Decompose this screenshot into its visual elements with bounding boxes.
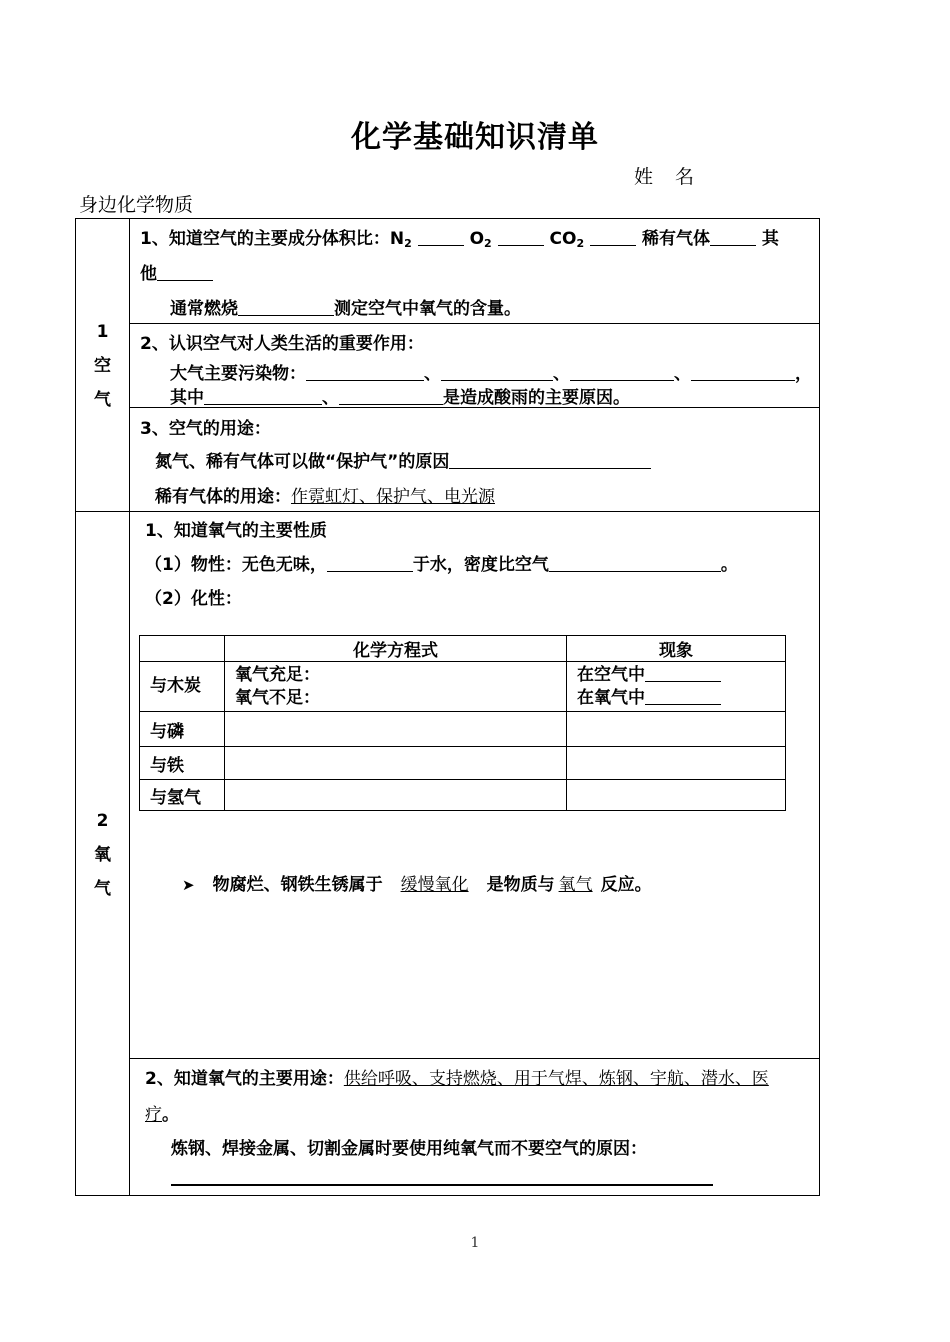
phenomenon-cell[interactable] [567, 780, 786, 811]
page-title: 化学基础知识清单 [351, 120, 599, 155]
page-number: 1 [470, 1235, 480, 1251]
row-label: 与木炭 [140, 662, 225, 712]
oxygen-q2: 2、知道氧气的主要用途：供给呼吸、支持燃烧、用于气焊、炼钢、宇航、潜水、医 [145, 1069, 769, 1089]
answer-rare-gas-uses: 作霓虹灯、保护气、电光源 [291, 487, 495, 507]
equation-cell[interactable] [225, 712, 567, 747]
column-divider [129, 218, 130, 1196]
row-divider [129, 1058, 820, 1059]
arrow-bullet-icon: ➤ [182, 876, 195, 894]
air-q1: 1、知道空气的主要成分体积比：$N_2$ $O_2$ $CO_2$ 稀有气体 其 [140, 229, 779, 250]
air-q3-line1: 氮气、稀有气体可以做“保护气”的原因 [155, 447, 651, 472]
air-q1-cont: 他 [140, 259, 213, 284]
air-q3-line2: 稀有气体的用途：作霓虹灯、保护气、电光源 [155, 487, 495, 507]
oxygen-q1: 1、知道氧气的主要性质 [145, 521, 327, 541]
answer-blank-line[interactable] [171, 1184, 713, 1186]
oxygen-q2-cont: 疗。 [145, 1105, 179, 1125]
phenomenon-cell[interactable] [567, 712, 786, 747]
oxygen-q2-line3: 炼钢、焊接金属、切割金属时要使用纯氧气而不要空气的原因： [171, 1139, 647, 1159]
table-row [140, 662, 786, 712]
answer-slow-oxidation: 缓慢氧化 [400, 875, 469, 895]
equation-cell[interactable] [225, 780, 567, 811]
section-title: 身边化学物质 [79, 194, 194, 216]
table-header [140, 636, 225, 662]
table-row [140, 712, 786, 747]
air-q1-line2: 通常燃烧 测定空气中氧气的含量。 [170, 299, 521, 319]
phenomenon-cell[interactable] [567, 747, 786, 780]
section-label-oxygen: 2 氧 气 [94, 811, 111, 899]
air-q2: 2、认识空气对人类生活的重要作用： [140, 334, 424, 354]
section-label-air: 1 空 气 [94, 322, 111, 410]
table-header: 现象 [567, 636, 786, 662]
table-row [140, 747, 786, 780]
oxidation-note: ➤ 物腐烂、钢铁生锈属于 缓慢氧化 是物质与 氧气 反应。 [182, 875, 652, 895]
row-label: 与铁 [140, 747, 225, 780]
name-label: 姓 名 [634, 166, 695, 188]
answer-oxygen-uses: 供给呼吸、支持燃烧、用于气焊、炼钢、宇航、潜水、医 [343, 1069, 769, 1089]
oxygen-physical: （1）物性：无色无味， 于水，密度比空气 。 [145, 555, 738, 575]
section-divider [75, 511, 820, 512]
air-q2-line1: 大气主要污染物： 、 、 、 ， [170, 364, 812, 384]
oxygen-chemical: （2）化性： [145, 589, 242, 609]
equation-cell[interactable]: 氧气充足： 氧气不足： [225, 662, 567, 712]
phenomenon-cell[interactable]: 在空气中 在氧气中 [567, 662, 786, 712]
row-label: 与氢气 [140, 780, 225, 811]
answer-oxygen: 氧气 [558, 875, 593, 895]
reaction-table [139, 635, 786, 811]
equation-cell[interactable] [225, 747, 567, 780]
row-label: 与磷 [140, 712, 225, 747]
row-divider [129, 323, 820, 324]
table-header-row [140, 636, 786, 662]
air-q3: 3、空气的用途： [140, 419, 271, 439]
air-q2-line2: 其中 、 是造成酸雨的主要原因。 [170, 388, 630, 408]
table-header: 化学方程式 [225, 636, 567, 662]
table-row [140, 780, 786, 811]
